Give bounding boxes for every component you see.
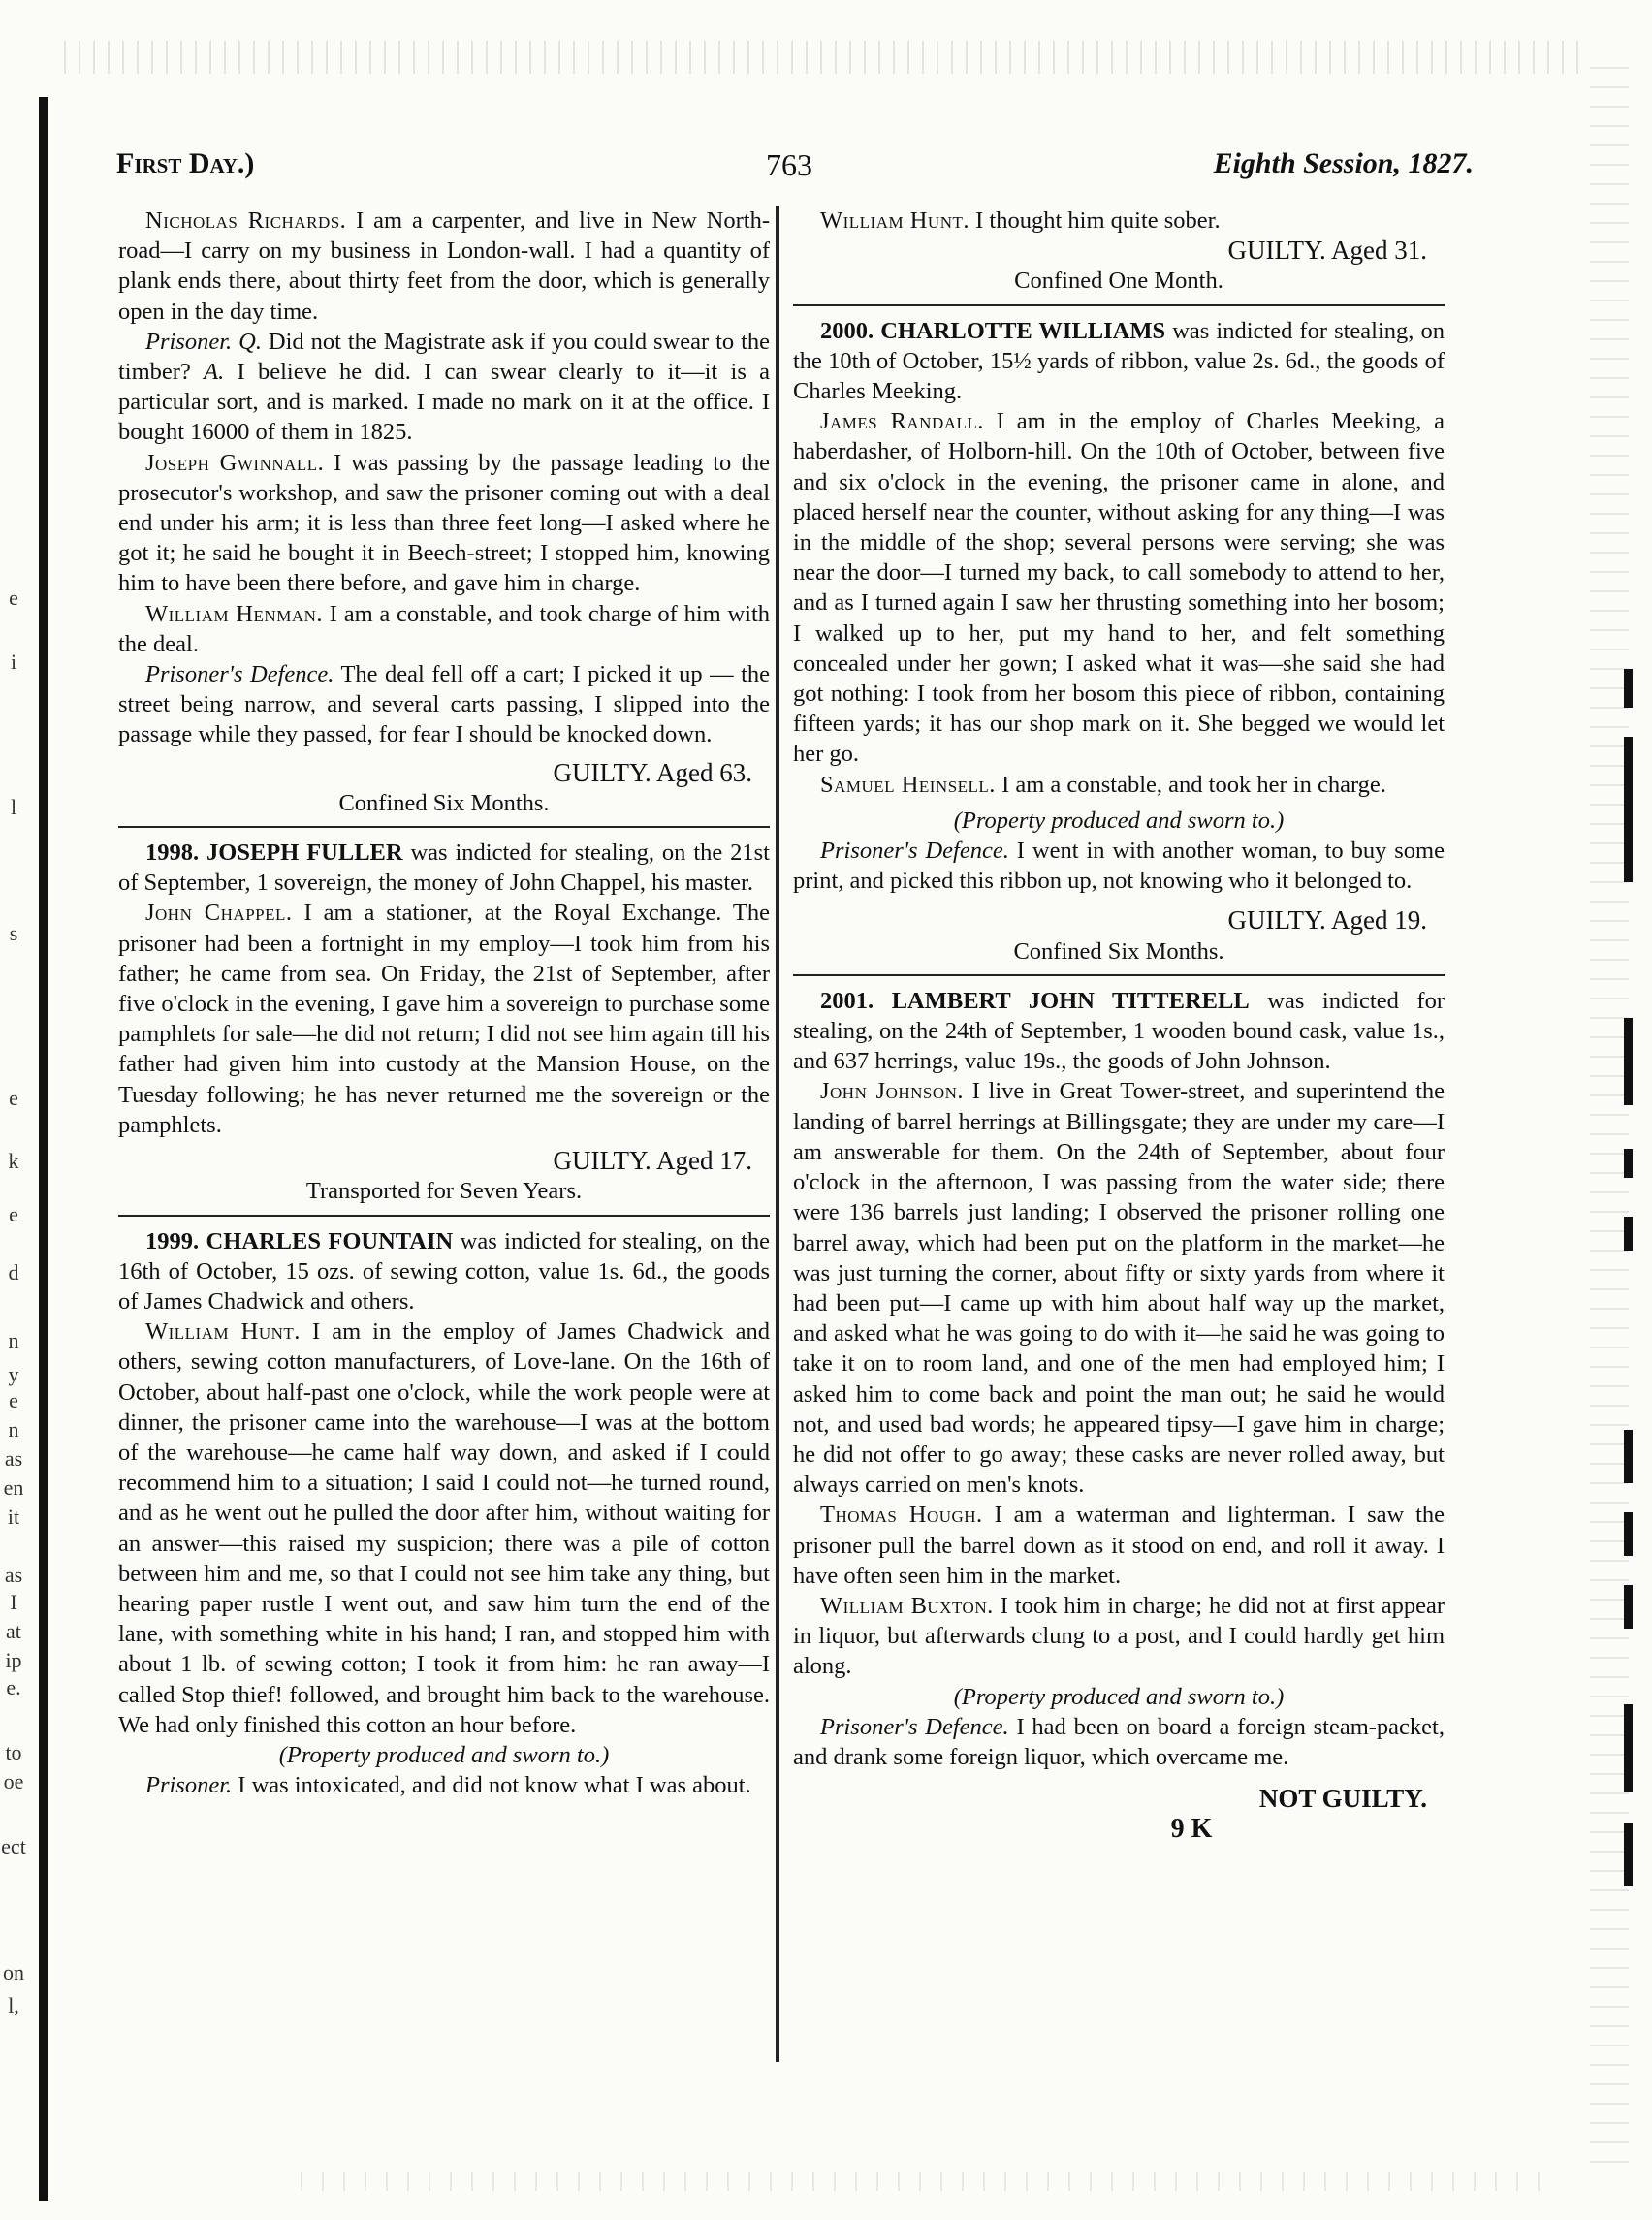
margin-fragment: n [8,1328,19,1352]
question-marker: Q. [238,328,262,355]
testimony-text: I was intoxicated, and did not know what I was about. [238,1772,751,1799]
witness-name: Thomas Hough. [820,1502,983,1529]
margin-fragment: l, [8,1993,19,2017]
margin-fragment: e [9,1202,18,1226]
answer-marker: A. [204,359,225,386]
testimony-text: I am a constable, and took charge of him with the deal. [118,600,771,657]
testimony-paragraph [793,770,1445,800]
testimony-text: I am a constable, and took her in charge. [1001,771,1386,798]
scan-mark [1624,737,1633,882]
testimony-text: I had been on board a foreign steam-packet, and drank some foreign liquor, which overcame me. [793,1713,1445,1770]
witness-name: William Hunt. [145,1318,301,1346]
margin-fragment: on [3,1960,24,1984]
testimony-text: I am a carpenter, and live in New North-road—I carry on my business in London-wall. I had a quantity of plank ends there, about thirty feet from the door, which is generally open in the day time. [118,207,770,325]
margin-fragment: at [6,1619,21,1643]
section-rule [793,304,1445,306]
margin-fragment: k [8,1149,19,1173]
testimony-text: I am a stationer, at the Royal Exchange. The prisoner had been a fortnight in my employ—I took him from his father; he came from sea. On Friday, the 21st of September, after five o'clock in the evening, I gave him a sovereign to purchase some pamphlets for sale—he did not return; I did not see him again till his father had given him into custody at the Mansion House, on the Tuesday following; he has never returned me the sovereign or the pamphlets. [118,900,770,1138]
indictment-text: was indicted for stealing, on the 16th of October, 15 ozs. of sewing cotton, value 1s. 6d., the goods of James Chadwick and others. [118,1227,771,1315]
left-column [118,206,770,1800]
defence-label: Prisoner's Defence. [820,1713,1009,1740]
speaker-label: Prisoner. [145,328,233,355]
page-number: 763 [766,147,812,182]
margin-fragment: as [4,1563,23,1587]
indictment-paragraph [118,838,770,898]
testimony-paragraph [118,327,770,448]
testimony-text: I am in the employ of Charles Meeking, a haberdasher, of Holborn-hill. On the 10th of October, between five and six o'clock in the evening, the prisoner came in alone, and placed herself near the counter, without asking for any thing—I was in the middle of the shop; several persons were serving; she was near the door—I turned my back, to call somebody to attend to her, and as I turned again I saw her thrusting something into her bosom; I walked up to her, put my hand to her, and felt something concealed under her gown; I asked what it was—she said she had got nothing: I took from her bosom this piece of ribbon, containing fifteen yards; it has our shop mark on it. She begged we would let her go. [793,408,1446,768]
margin-fragment: I [10,1590,17,1614]
case-title: 1999. CHARLES FOUNTAIN [145,1227,454,1254]
testimony-text: I was passing by the passage leading to the prosecutor's workshop, and saw the prisoner coming out with a deal end under his arm; it is less than three feet long—I asked where he got it; he said he bought it in Beech-street; I stopped him, knowing him to have been there before, and gave him in charge. [118,449,771,597]
margin-fragment: oe [3,1769,24,1793]
indictment-text: was indicted for stealing, on the 21st of September, 1 sovereign, the money of John Chappel, his master. [118,840,770,897]
witness-name: Joseph Gwinnall. [145,449,325,476]
verdict: GUILTY. Aged 31. [1227,236,1427,266]
speaker-label: Prisoner. [145,1772,233,1799]
margin-fragment: y [8,1362,19,1386]
sentence: Confined Six Months. [1013,937,1224,965]
witness-name: Samuel Heinsell. [820,771,996,798]
margin-fragment: l [10,795,17,819]
testimony-paragraph [793,1500,1445,1591]
property-note: (Property produced and sworn to.) [278,1741,610,1768]
verdict: GUILTY. Aged 63. [553,757,752,787]
scan-mark [1624,1430,1633,1483]
section-rule [118,1215,770,1217]
witness-name: William Buxton. [820,1592,994,1619]
scan-noise-bottom [291,2172,1551,2191]
testimony-text: I am in the employ of James Chadwick and others, sewing cotton manufacturers, of Love-lane. On the 16th of October, about half-past one o'clock, while the work people were at dinner, the prisoner came into the warehouse—I was at the bottom of the warehouse—he came half way down, and asked if I could recommend him to a situation; I said I could not—he turned round, and as he went out he pulled the door after him, without waiting for an answer—this raised my suspicion; there was a pile of cotton between him and me, so that I could not see him take any thing, but hearing paper rustle I went out, and saw him turn the end of the lane, with something white in his hand; I ran, and stopped him with about 1 lb. of sewing cotton; I took it from him: he ran away—I called Stop thief! followed, and brought him back to the warehouse. We had only finished this cotton an hour before. [118,1318,770,1738]
scan-mark [1624,669,1633,708]
verdict: NOT GUILTY. [1258,1784,1427,1814]
margin-fragment: e [9,1086,18,1110]
testimony-paragraph [793,1591,1445,1682]
scan-mark [1624,1018,1633,1105]
scan-mark [1624,1823,1633,1886]
scan-mark [1624,1585,1633,1629]
section-rule [793,974,1445,976]
defence-paragraph [118,659,770,750]
witness-name: John Chappel. [145,900,293,927]
margin-fragment: to [5,1740,22,1764]
scan-mark [1624,1217,1633,1251]
testimony-text: The deal fell off a cart; I picked it up — the street being narrow, and several carts passing, I slipped into the passage while they passed, for fear I should be knocked down. [118,661,771,748]
indictment-paragraph [118,1226,770,1317]
testimony-paragraph [118,898,770,1140]
header-right: Eighth Session, 1827. [1213,147,1474,179]
testimony-text: I went in with another woman, to buy some print, and picked this ribbon up, not knowing who it belonged to. [793,838,1445,895]
defence-paragraph [793,836,1445,896]
running-header [116,138,1474,186]
testimony-paragraph [118,599,770,659]
defence-label: Prisoner's Defence. [820,838,1009,865]
property-note: (Property produced and sworn to.) [953,807,1285,834]
verdict: GUILTY. Aged 19. [1227,905,1427,936]
witness-name: William Hunt. [820,207,969,234]
witness-name: John Johnson. [820,1078,965,1105]
binding-edge [39,97,48,2201]
testimony-paragraph [118,1316,770,1740]
indictment-text: was indicted for stealing, on the 10th of October, 15½ yards of ribbon, value 2s. 6d., the goods of Charles Meeking. [793,317,1446,405]
indictment-paragraph [793,316,1445,407]
testimony-text: I am a waterman and lighterman. I saw the prisoner pull the barrel down as it stood on end, and roll it away. I have often seen him in the market. [793,1502,1446,1589]
scan-noise-right [1590,58,1629,2172]
scan-mark [1624,1512,1633,1556]
margin-fragment: i [10,650,17,674]
margin-fragment: it [7,1505,20,1529]
sentence: Confined One Month. [1014,268,1223,295]
column-divider [776,206,779,2062]
testimony-paragraph [793,406,1445,769]
sentence: Confined Six Months. [338,789,550,816]
case-title: 1998. JOSEPH FULLER [145,840,403,867]
witness-name: Nicholas Richards. [145,207,347,234]
verdict: GUILTY. Aged 17. [553,1146,752,1176]
signature-mark: 9 K [1170,1814,1213,1845]
margin-fragment: e. [6,1675,21,1699]
scan-noise-top [58,41,1590,74]
witness-name: William Henman. [145,600,324,627]
margin-fragment: s [9,921,18,945]
testimony-paragraph [793,1076,1445,1500]
testimony-text: I live in Great Tower-street, and superintend the landing of barrel herrings at Billingsgate; they are under my care—I am answerable for them. On the 24th of September, about four o'clock in the afternoon, I was passing from the water side; there were 136 barrels just landing; I observed the prisoner rolling one barrel away, which had been put on the platform in the market—he was just turning the corner, about fifty or sixty yards from where it had been put—I came up with him about half way up the market, and asked what he was going to do with it—he said he was going to take it on to room land, and one of the men had employed him; I asked him to come back and point the man out; he said he would not, and used bad words; he appeared tipsy—I gave him in charge; he did not offer to go away; these casks are never rolled away, but always carried on men's knots. [793,1078,1446,1499]
case-title: 2001. LAMBERT JOHN TITTERELL [820,987,1250,1014]
sentence: Transported for Seven Years. [305,1178,583,1205]
testimony-text: I thought him quite sober. [975,207,1221,234]
margin-fragment: e [9,1388,18,1412]
testimony-text: I believe he did. I can swear clearly to it—it is a particular sort, and is marked. I made no mark on it at the office. I bought 16000 of them in 1825. [118,359,771,446]
testimony-paragraph [118,448,770,599]
margin-fragment: ip [5,1648,22,1672]
case-title: 2000. CHARLOTTE WILLIAMS [820,317,1166,344]
testimony-text: Did not the Magistrate ask if you could swear to the timber? [118,328,771,386]
right-column [793,206,1445,1845]
defence-label: Prisoner's Defence. [145,661,334,688]
header-left: First Day.) [116,147,255,179]
testimony-paragraph [118,1770,770,1800]
testimony-paragraph [793,206,1445,236]
property-note: (Property produced and sworn to.) [953,1683,1285,1710]
witness-name: James Randall. [820,408,984,435]
scan-mark [1624,1704,1633,1792]
margin-fragment: ect [1,1834,26,1858]
margin-fragment: en [3,1475,24,1500]
margin-fragment: e [9,586,18,610]
margin-fragment: as [4,1446,23,1471]
testimony-paragraph [118,206,770,327]
margin-fragment: d [8,1260,19,1284]
scan-mark [1624,1149,1633,1178]
defence-paragraph [793,1712,1445,1772]
indictment-paragraph [793,986,1445,1077]
section-rule [118,826,770,828]
testimony-text: I took him in charge; he did not at first appear in liquor, but afterwards clung to a post, and I could hardly get him along. [793,1592,1446,1680]
indictment-text: was indicted for stealing, on the 24th of September, 1 wooden bound cask, value 1s., and 637 herrings, value 19s., the goods of John Johnson. [793,987,1445,1075]
margin-fragment: n [8,1417,19,1442]
